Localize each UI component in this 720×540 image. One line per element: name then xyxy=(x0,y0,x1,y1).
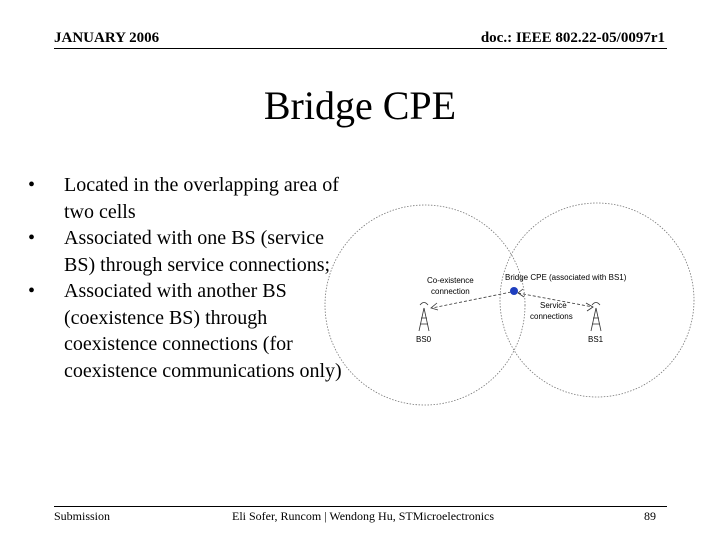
coexistence-label-line2: connection xyxy=(431,287,470,296)
bs0-label: BS0 xyxy=(416,335,432,344)
bs1-label: BS1 xyxy=(588,335,604,344)
bullet-text: Associated with another BS (coexistence BS) through coexistence connections (for coexistence communications only) xyxy=(64,280,342,382)
bullet-text: Associated with one BS (service BS) through service connections; xyxy=(64,227,331,276)
service-label-line1: Service xyxy=(540,301,567,310)
bullet-text: Located in the overlapping area of two cells xyxy=(64,174,339,223)
header-date: JANUARY 2006 xyxy=(54,30,160,46)
footer-rule xyxy=(54,506,667,507)
coexistence-label-line1: Co-existence xyxy=(427,276,474,285)
bullet-icon: • xyxy=(28,174,36,196)
bullet-icon: • xyxy=(28,227,36,249)
footer-submission: Submission xyxy=(54,509,111,523)
bs1-cell-circle xyxy=(500,203,694,397)
header-doc-id: doc.: IEEE 802.22-05/0097r1 xyxy=(480,30,665,46)
footer-authors: Eli Sofer, Runcom | Wendong Hu, STMicroelectronics xyxy=(232,509,495,523)
service-label-line2: connections xyxy=(530,312,573,321)
slide-title: Bridge CPE xyxy=(263,83,457,128)
bridge-cpe-node xyxy=(510,287,518,295)
cpe-label: Bridge CPE (associated with BS1) xyxy=(505,273,627,282)
bullet-icon: • xyxy=(28,280,36,302)
bs0-tower-icon xyxy=(419,303,429,332)
bs0-cell-circle xyxy=(325,205,525,405)
page-number: 89 xyxy=(644,509,656,523)
